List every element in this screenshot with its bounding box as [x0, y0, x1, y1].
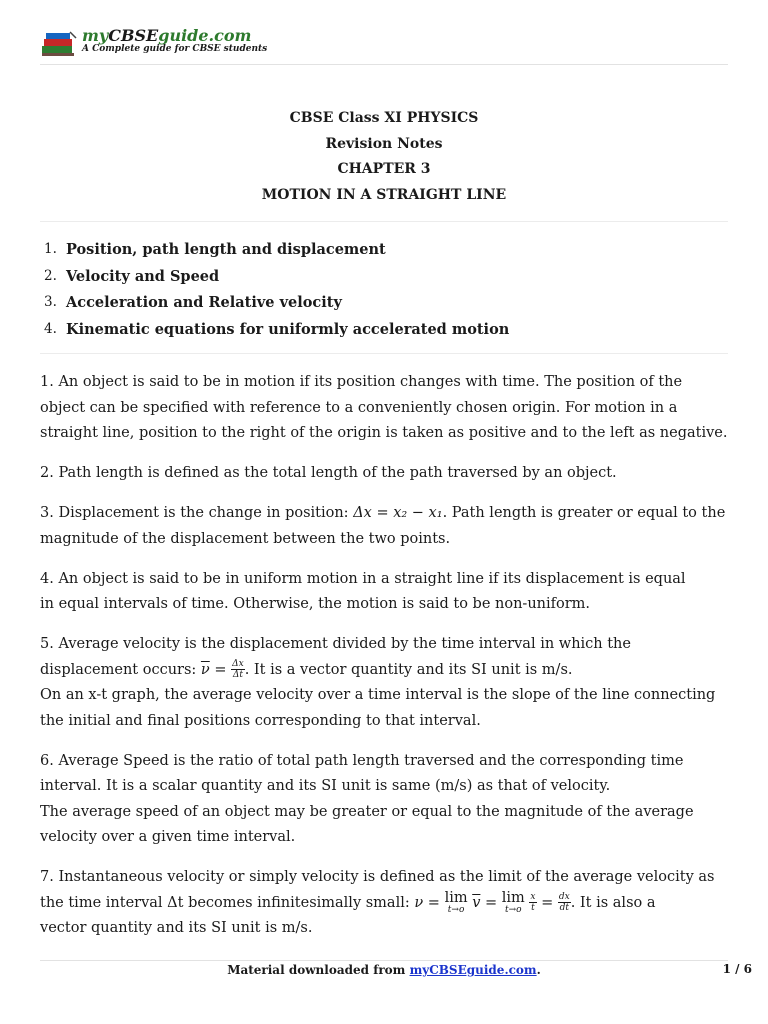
page-header [40, 24, 728, 65]
limit-operator: lim t→o [501, 889, 525, 915]
topic-item: 1. Position, path length and displacement [44, 241, 386, 258]
topic-item: 4. Kinematic equations for uniformly accelerated motion [44, 320, 510, 338]
limit-operator: lim t→o [444, 889, 468, 915]
topics-list [40, 237, 728, 343]
title-chapter-name: MOTION IN A STRAIGHT LINE [261, 186, 507, 203]
paragraph-average-speed: 6. Average Speed is the ratio of total path length traversed and the corresponding time interval. It is a scalar quantity and its SI unit is same (m/s) as that of velocity. The average speed of an object may be greater or equal to the magnitude of the average velocity over a given time interval. [40, 752, 694, 845]
paragraph-motion: 1. An object is said to be in motion if its position changes with time. The position of the object can be specified with reference to a conveniently chosen origin. For motion in a straight line, position to the right of the origin is taken as positive and to the left as negative. [40, 374, 728, 441]
footer-site-link[interactable]: myCBSEguide.com [409, 963, 537, 977]
velocity-fraction: $\frac{x}{t}$ [530, 892, 536, 913]
paragraph-displacement: 3. Displacement is the change in position: Δx = x₂ − x₁. Path length is greater or equal to the magnitude of the displacement between the two points. [40, 505, 726, 547]
logo-tagline: A Complete guide for CBSE students [82, 44, 268, 54]
derivative-fraction: $\frac{dx}{dt}$ [558, 892, 570, 913]
page-footer: Material downloaded from myCBSEguide.com. [227, 963, 541, 977]
paragraph-path-length: 2. Path length is defined as the total length of the path traversed by an object. [40, 465, 617, 481]
title-chapter: CHAPTER 3 [337, 161, 431, 177]
title-notes: Revision Notes [325, 135, 443, 152]
divider [40, 221, 728, 222]
paragraph-instantaneous-velocity: 7. Instantaneous velocity or simply velocity is defined as the limit of the average velocity as the time interval Δt becomes infinitesimally small: ν = lim t→o $\overline{v} = \lim$ t→o $\frac{x}{t}$ = $\frac{dx}{dt}$ . It is also a vector quantity and its SI unit is m/s. [40, 869, 715, 936]
page-number: 1 / 6 [722, 962, 752, 976]
divider [40, 353, 728, 354]
books-icon [40, 30, 78, 58]
title-course: CBSE Class XI PHYSICS [289, 110, 479, 126]
paragraph-average-velocity: 5. Average velocity is the displacement divided by the time interval in which the displacement occurs: $\overline{\nu}$ = $\frac{\Delta x}{\Delta t}$ . It is a vector quantity and its SI unit is m/s. On an x-t graph, the average velocity over a time interval is the slope of the line connecting the initial and final positions corresponding to that interval. [40, 636, 716, 729]
document-title [40, 106, 728, 208]
notes-body [40, 370, 728, 956]
site-logo[interactable] [40, 26, 268, 60]
topic-item: 2. Velocity and Speed [44, 267, 220, 285]
topic-item: 3. Acceleration and Relative velocity [44, 294, 342, 311]
displacement-equation: Δx = x₂ − x₁ [353, 505, 443, 521]
footer-divider [40, 960, 728, 961]
logo-wordmark: myCBSEguide.com [82, 26, 252, 45]
avg-velocity-symbol: $\overline{\nu}$ [200, 661, 210, 678]
paragraph-uniform-motion: 4. An object is said to be in uniform motion in a straight line if its displacement is equal in equal intervals of time. Otherwise, the motion is said to be non-uniform. [40, 570, 686, 612]
avg-velocity-fraction: $\frac{\Delta x}{\Delta t}$ [232, 659, 244, 680]
